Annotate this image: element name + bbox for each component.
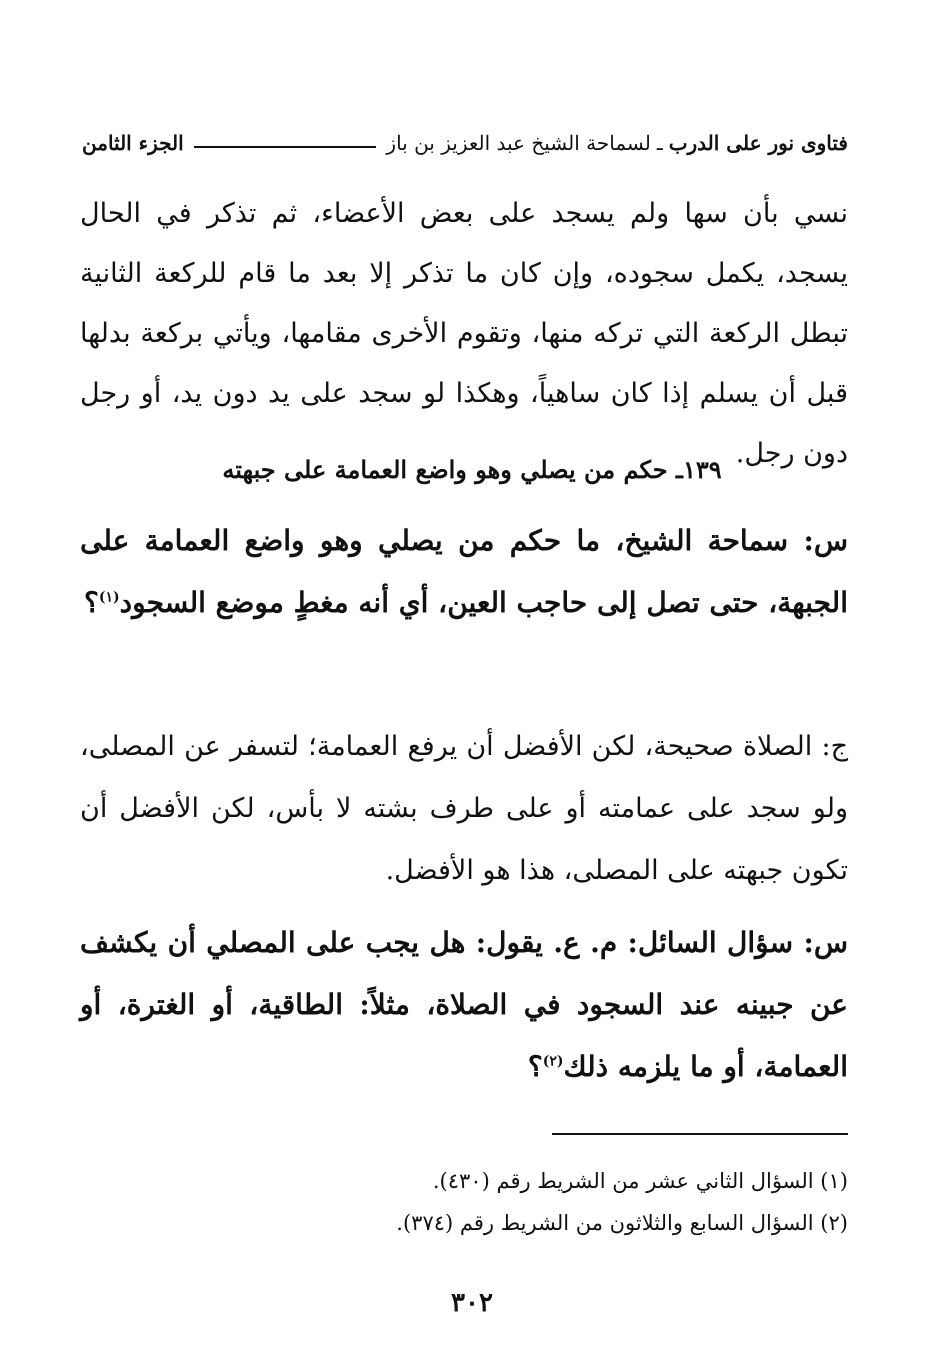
answer-label: ج:: [821, 731, 848, 762]
answer-1-text: الصلاة صحيحة، لكن الأفضل أن يرفع العمامة؛ لتسفر عن المصلى، ولو سجد على عمامته أو على طرف بشته لا بأس، لكن الأفضل أن تكون جبهته على المصلى، هذا هو الأفضل.: [80, 731, 848, 886]
footnote-1: (١) السؤال الثاني عشر من الشريط رقم (٤٣٠).: [432, 1169, 848, 1193]
book-title: فتاوى نور على الدرب: [668, 131, 848, 155]
page-number: ٣٠٢: [451, 1288, 493, 1318]
section-heading: ١٣٩ـ حكم من يصلي وهو واضع العمامة على جبهته: [222, 455, 722, 484]
continuation-paragraph: نسي بأن سها ولم يسجد على بعض الأعضاء، ثم تذكر في الحال يسجد، يكمل سجوده، وإن كان ما تذكر إلا بعد ما قام للركعة الثانية تبطل الركعة التي تركه منها، وتقوم الأخرى مقامها، ويأتي بركعة بدلها قبل أن يسلم إذا كان ساهياً، وهكذا لو سجد على يد دون يد، أو رجل دون رجل.: [80, 198, 848, 469]
footnote-rule: [552, 1133, 848, 1135]
author-line: لسماحة الشيخ عبد العزيز بن باز: [386, 131, 651, 155]
question-2: [80, 912, 848, 1098]
footnote-ref-2: (٢): [542, 1053, 564, 1070]
running-header: [82, 126, 848, 160]
question-label: س:: [803, 524, 849, 557]
question-label: س:: [803, 926, 849, 959]
question-1-end: ؟: [83, 586, 99, 619]
volume-label: الجزء الثامن: [82, 131, 184, 155]
question-2-text: سؤال السائل: م. ع. يقول: هل يجب على المصلي أن يكشف عن جبينه عند السجود في الصلاة، مثلاً: الطاقية، أو الغترة، أو العمامة، أو ما يلزمه ذلك: [80, 926, 848, 1083]
question-1: [80, 510, 848, 634]
footnote-2: (٢) السؤال السابع والثلاثون من الشريط رقم (٣٧٤).: [396, 1211, 848, 1235]
question-2-end: ؟: [527, 1050, 543, 1083]
header-rule: [194, 146, 377, 148]
question-1-text: سماحة الشيخ، ما حكم من يصلي وهو واضع العمامة على الجبهة، حتى تصل إلى حاجب العين، أي أنه مغطٍ موضع السجود: [80, 524, 848, 619]
header-separator: ـ: [656, 131, 663, 155]
footnotes: [80, 1160, 848, 1244]
footnote-ref-1: (١): [98, 589, 120, 606]
answer-1: [80, 716, 848, 902]
